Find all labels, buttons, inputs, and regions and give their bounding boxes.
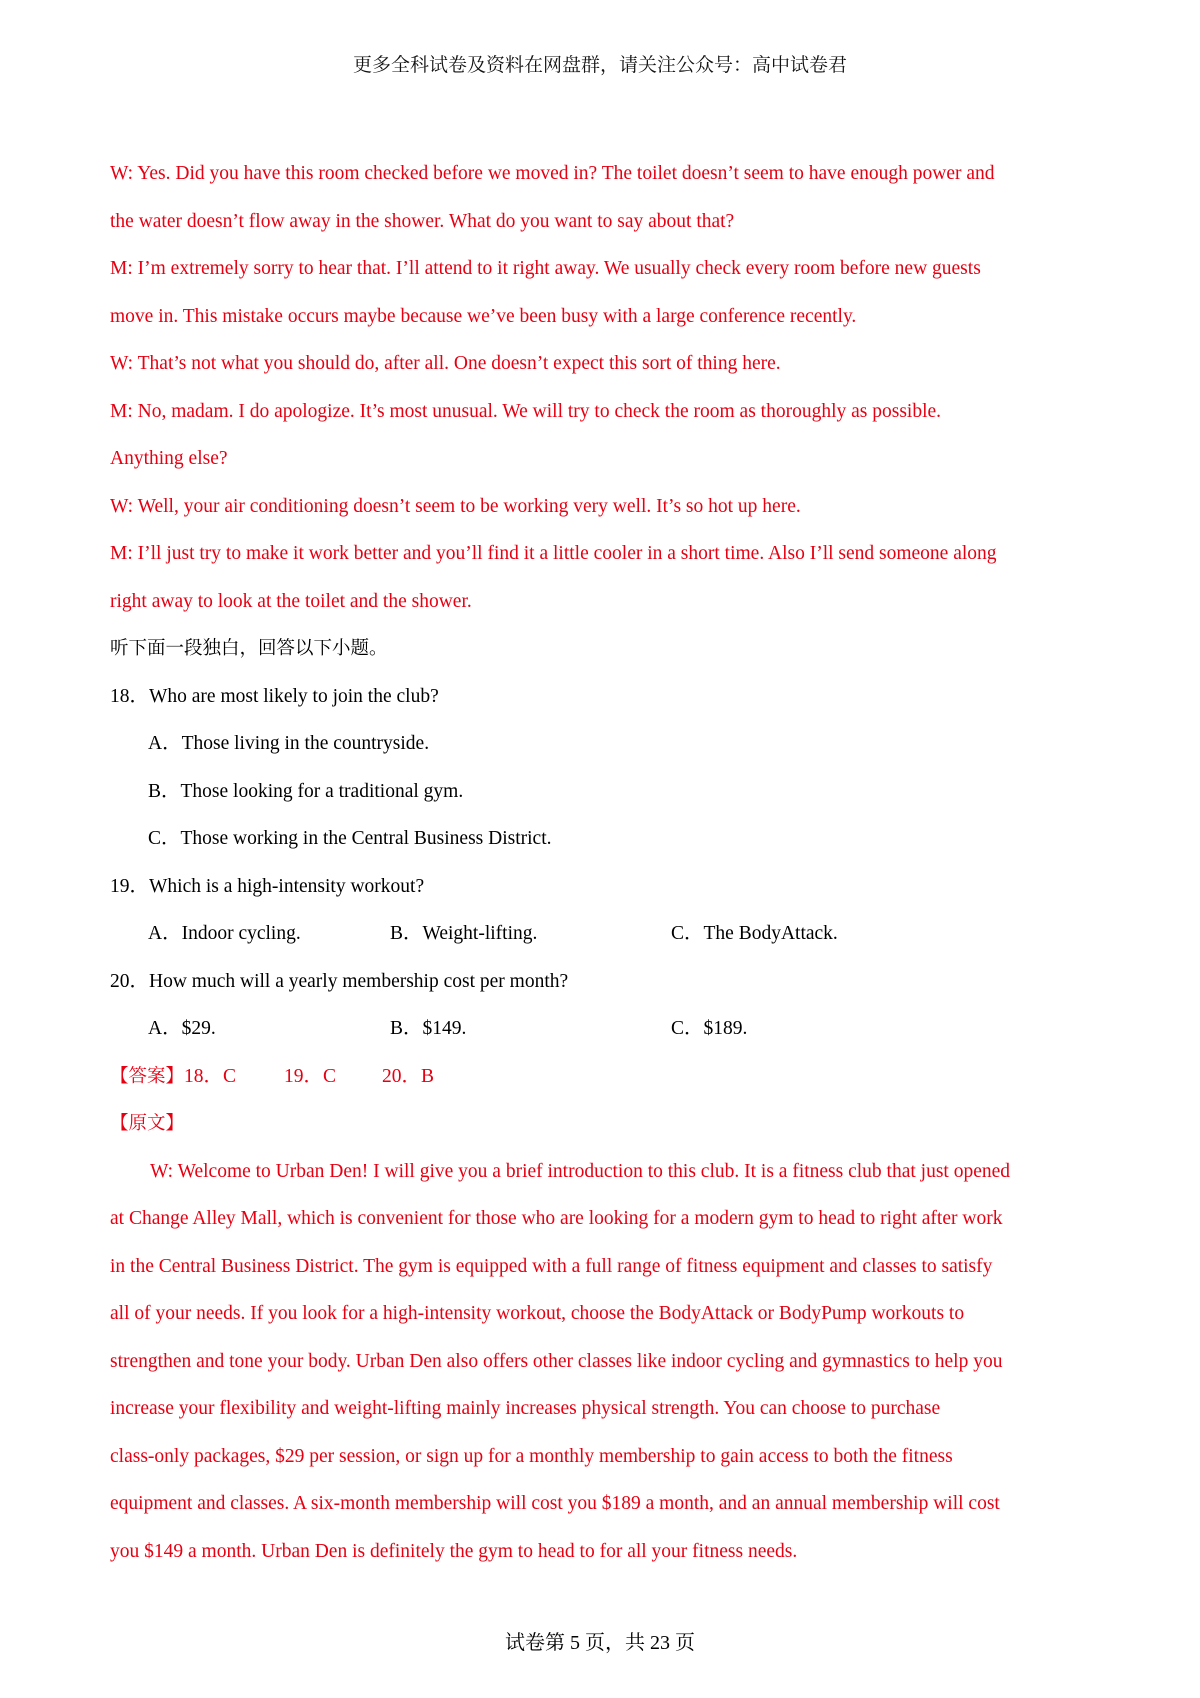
answer-item: 20．B bbox=[382, 1065, 435, 1087]
transcript-label: 【原文】 bbox=[110, 1113, 185, 1134]
question-option: A．Those living in the countryside. bbox=[148, 733, 430, 754]
question-stem: 18．Who are most likely to join the club? bbox=[110, 685, 439, 707]
transcript-line: at Change Alley Mall, which is convenient for those who are looking for a modern gym to head to right after work bbox=[110, 1208, 1003, 1229]
dialogue-line: W: That’s not what you should do, after all. One doesn’t expect this sort of thing here. bbox=[110, 353, 781, 374]
transcript-line: all of your needs. If you look for a high-intensity workout, choose the BodyAttack or BodyPump workouts to bbox=[110, 1303, 965, 1324]
page-header: 更多全科试卷及资料在网盘群，请关注公众号：高中试卷君 bbox=[352, 54, 847, 76]
answer-label: 【答案】 bbox=[110, 1065, 185, 1087]
transcript-line: you $149 a month. Urban Den is definitely the gym to head to for all your fitness needs. bbox=[110, 1540, 798, 1562]
page-content bbox=[110, 150, 1100, 1575]
question-option: A．$29. bbox=[148, 1018, 216, 1039]
question-options-row bbox=[110, 1005, 1100, 1053]
question-option: A．Indoor cycling. bbox=[148, 923, 301, 944]
dialogue-line: Anything else? bbox=[110, 448, 228, 469]
transcript-line: W: Welcome to Urban Den! I will give you a brief introduction to this club. It is a fitness club that just opened bbox=[150, 1160, 1011, 1182]
dialogue-line: move in. This mistake occurs maybe because we’ve been busy with a large conference recently. bbox=[110, 305, 857, 327]
question-option: B．Weight-lifting. bbox=[390, 923, 538, 944]
transcript-line: equipment and classes. A six-month membership will cost you $189 a month, and an annual membership will cost bbox=[110, 1493, 1000, 1514]
dialogue-line: the water doesn’t flow away in the shower. What do you want to say about that? bbox=[110, 210, 735, 232]
dialogue-line: W: Yes. Did you have this room checked before we moved in? The toilet doesn’t seem to have enough power and bbox=[110, 163, 995, 184]
transcript-line: strengthen and tone your body. Urban Den also offers other classes like indoor cycling and gymnastics to help you bbox=[110, 1350, 1003, 1372]
dialogue-line: right away to look at the toilet and the shower. bbox=[110, 590, 472, 612]
question-stem: 19．Which is a high-intensity workout? bbox=[110, 875, 425, 897]
dialogue-line: M: I’ll just try to make it work better and you’ll find it a little cooler in a short time. Also I’ll send someone along bbox=[110, 543, 997, 564]
question-stem: 20．How much will a yearly membership cost per month? bbox=[110, 970, 569, 992]
question-option: B．Those looking for a traditional gym. bbox=[148, 780, 464, 802]
answer-item: 19．C bbox=[284, 1065, 337, 1087]
section-instruction: 听下面一段独白，回答以下小题。 bbox=[110, 638, 388, 659]
answer-line bbox=[110, 1053, 1100, 1101]
question-options-row bbox=[110, 910, 1100, 958]
question-option: C．$189. bbox=[671, 1018, 748, 1039]
transcript-line: in the Central Business District. The gym is equipped with a full range of fitness equipment and classes to satisfy bbox=[110, 1255, 993, 1277]
question-option: C．Those working in the Central Business District. bbox=[148, 828, 552, 849]
dialogue-line: W: Well, your air conditioning doesn’t seem to be working very well. It’s so hot up here. bbox=[110, 495, 801, 517]
question-option: C．The BodyAttack. bbox=[671, 923, 838, 944]
transcript-line: class-only packages, $29 per session, or sign up for a monthly membership to gain access to both the fitness bbox=[110, 1445, 953, 1467]
dialogue-line: M: I’m extremely sorry to hear that. I’ll attend to it right away. We usually check every room before new guests bbox=[110, 258, 981, 279]
page-footer: 试卷第 5 页，共 23 页 bbox=[505, 1632, 695, 1654]
question-option: B．$149. bbox=[390, 1018, 467, 1039]
dialogue-line: M: No, madam. I do apologize. It’s most unusual. We will try to check the room as thoroughly as possible. bbox=[110, 400, 942, 422]
transcript-line: increase your flexibility and weight-lifting mainly increases physical strength. You can choose to purchase bbox=[110, 1398, 941, 1419]
answer-item: 18．C bbox=[184, 1065, 237, 1087]
